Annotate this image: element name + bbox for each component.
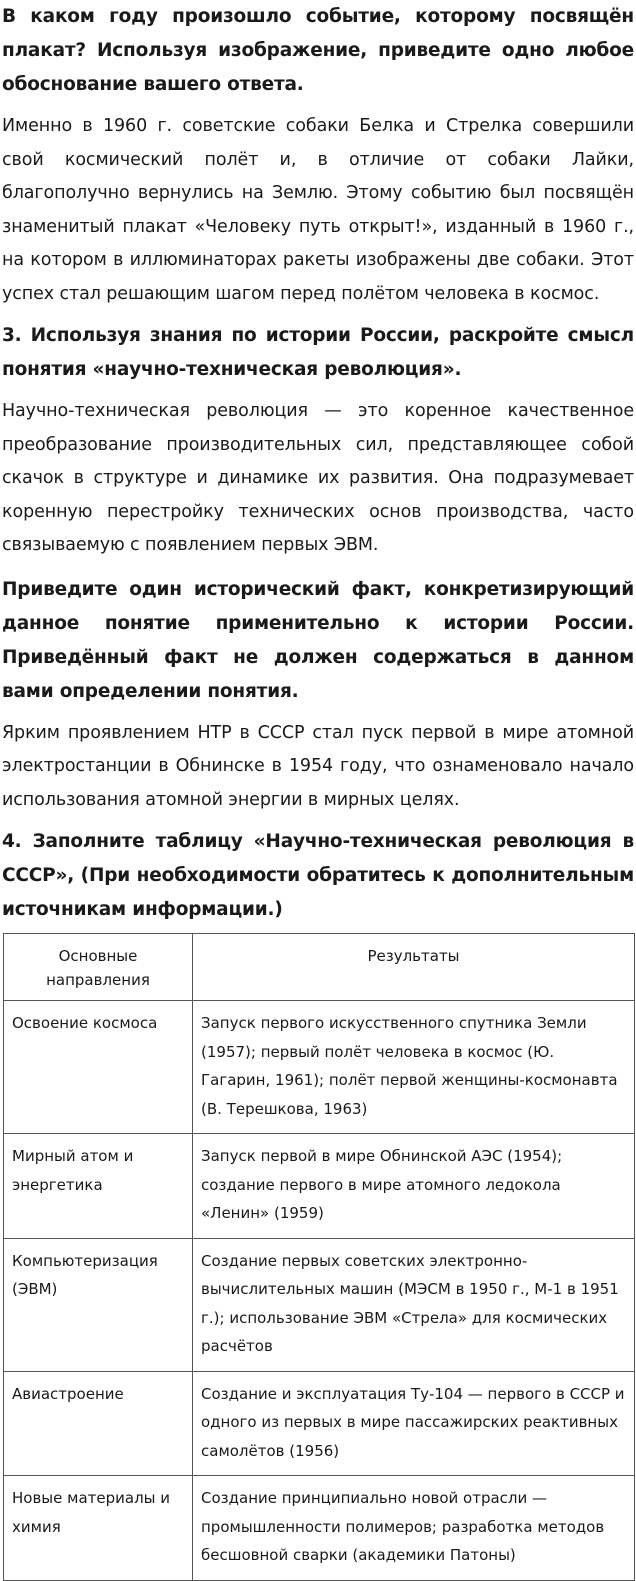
table-row bbox=[4, 1001, 635, 1134]
table-row bbox=[4, 1134, 635, 1239]
question-4: 4. Заполните таблицу «Научно-техническая революция в СССР», (При необходимости обратитесь к дополнительным источникам информации.) bbox=[2, 831, 634, 920]
table-row bbox=[4, 1371, 635, 1476]
table-header-row bbox=[4, 934, 635, 1001]
question-2: В каком году произошло событие, которому посвящён плакат? Используя изображение, приведите одно любое обоснование вашего ответа. bbox=[2, 6, 634, 95]
answer-3: Научно-техническая революция — это коренное качественное преобразование производительных сил, представляющее собой скачок в структуре и динамике их развития. Она подразумевает коренную перестройку технических основ производства, часто связываемую с появлением первых ЭВМ. bbox=[2, 401, 634, 555]
row-result: Создание принципиально новой отрасли — промышленности полимеров; разработка методов бесшовной сварки (академики Патоны) bbox=[193, 1476, 635, 1581]
row-result: Запуск первого искусственного спутника Земли (1957); первый полёт человека в космос (Ю. Гагарин, 1961); полёт первой женщины-космонавта (В. Терешкова, 1963) bbox=[193, 1001, 635, 1134]
row-result: Запуск первой в мире Обнинской АЭС (1954); создание первого в мире атомного ледокола «Ленин» (1959) bbox=[193, 1134, 635, 1239]
question-3: 3. Используя знания по истории России, раскройте смысл понятия «научно-техническая революция». bbox=[2, 325, 634, 380]
row-direction: Освоение космоса bbox=[4, 1001, 193, 1134]
answer-3-fact: Ярким проявлением НТР в СССР стал пуск первой в мире атомной электростанции в Обнинске в 1954 году, что ознаменовало начало использования атомной энергии в мирных целях. bbox=[2, 722, 634, 810]
row-direction: Мирный атом и энергетика bbox=[4, 1134, 193, 1239]
question-3-fact: Приведите один исторический факт, конкретизирующий данное понятие применительно к истории России. Приведённый факт не должен содержаться в данном вами определении понятия. bbox=[2, 578, 634, 702]
row-direction: Компьютеризация (ЭВМ) bbox=[4, 1238, 193, 1371]
ntr-table bbox=[3, 933, 635, 1581]
answer-2: Именно в 1960 г. советские собаки Белка и Стрелка совершили свой космический полёт и, в отличие от собаки Лайки, благополучно вернулись на Землю. Этому событию был посвящён знаменитый плакат «Человеку путь открыт!», изданный в 1960 г., на котором в иллюминаторах ракеты изображены две собаки. Этот успех стал решающим шагом перед полётом человека в космос. bbox=[2, 116, 634, 304]
table-row bbox=[4, 1476, 635, 1581]
header-results: Результаты bbox=[193, 934, 635, 1001]
header-directions: Основные направления bbox=[4, 934, 193, 1001]
table-row bbox=[4, 1238, 635, 1371]
row-result: Создание первых советских электронно-вычислительных машин (МЭСМ в 1950 г., М-1 в 1951 г.); использование ЭВМ «Стрела» для космических расчётов bbox=[193, 1238, 635, 1371]
row-direction: Новые материалы и химия bbox=[4, 1476, 193, 1581]
row-direction: Авиастроение bbox=[4, 1371, 193, 1476]
row-result: Создание и эксплуатация Ту-104 — первого в СССР и одного из первых в мире пассажирских реактивных самолётов (1956) bbox=[193, 1371, 635, 1476]
